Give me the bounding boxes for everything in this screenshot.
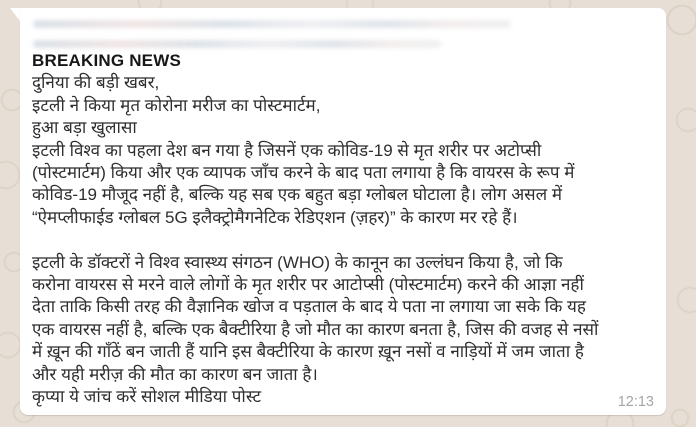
message-text-line: “ऐमप्लीफाईड ग्लोबल 5G इलैक्ट्रोमैगनेटिक रेडिएशन (ज़हर)” के कारण मर रहे हैं। [32, 207, 518, 227]
message-text-line: एक वायरस नहीं है, बल्कि एक बैक्टीरिया है जो मौत का कारण बनता है, जिस की वजह से नसों [32, 319, 599, 339]
message-content [32, 50, 658, 408]
message-timestamp: 12:13 [617, 394, 654, 410]
redacted-sender-name-blur [33, 20, 511, 28]
message-text-line: देता ताकि किसी तरह की वैज्ञानिक खोज व पड़ताल के बाद ये पता ना लगाया जा सके कि यह [32, 297, 586, 317]
message-text-line: करोना वायरस से मरने वाले लोगों के मृत शरीर पर आटोप्सी (पोस्टमार्टम) करने की आज्ञा नहीं [32, 275, 584, 295]
message-text-line: इटली ने किया मृत कोरोना मरीज का पोस्टमार्टम, [32, 95, 321, 115]
message-text-line: इटली के डॉक्टरों ने विश्व स्वास्थ्य संगठन (WHO) के कानून का उल्लंघन किया है, जो कि [32, 252, 563, 272]
incoming-bubble-tail [10, 8, 20, 21]
message-body [32, 72, 658, 408]
message-text-line: और यही मरीज़ की मौत का कारण बन जाता है। [32, 364, 318, 384]
message-text-line: दुनिया की बड़ी खबर, [32, 73, 160, 93]
incoming-message-bubble[interactable] [20, 8, 666, 415]
message-text-line: कृप्या ये जांच करें सोशल मीडिया पोस्ट [32, 387, 262, 407]
message-text-line: हुआ बड़ा खुलासा [32, 118, 137, 138]
message-heading: BREAKING NEWS [32, 51, 181, 70]
redacted-subheader-blur [33, 40, 441, 48]
message-text-line: (पोस्टमार्टम) किया और एक व्यापक जाँच करने के बाद पता लगाया है कि वायरस के रूप में [32, 163, 575, 183]
message-text-line: में ख़ून की गाँठें बन जाती हैं यानि इस बैक्टीरिया के कारण ख़ून नसों व नाड़ियों में जम जाता है [32, 342, 584, 362]
message-text-line [32, 229, 658, 251]
message-text-line: कोविड-19 मौजूद नहीं है, बल्कि यह सब एक बहुत बड़ा ग्लोबल घोटाला है। लोग असल में [32, 185, 563, 205]
message-text-line: इटली विश्व का पहला देश बन गया है जिसनें एक कोविड-19 से मृत शरीर पर अटोप्सी [32, 140, 542, 160]
